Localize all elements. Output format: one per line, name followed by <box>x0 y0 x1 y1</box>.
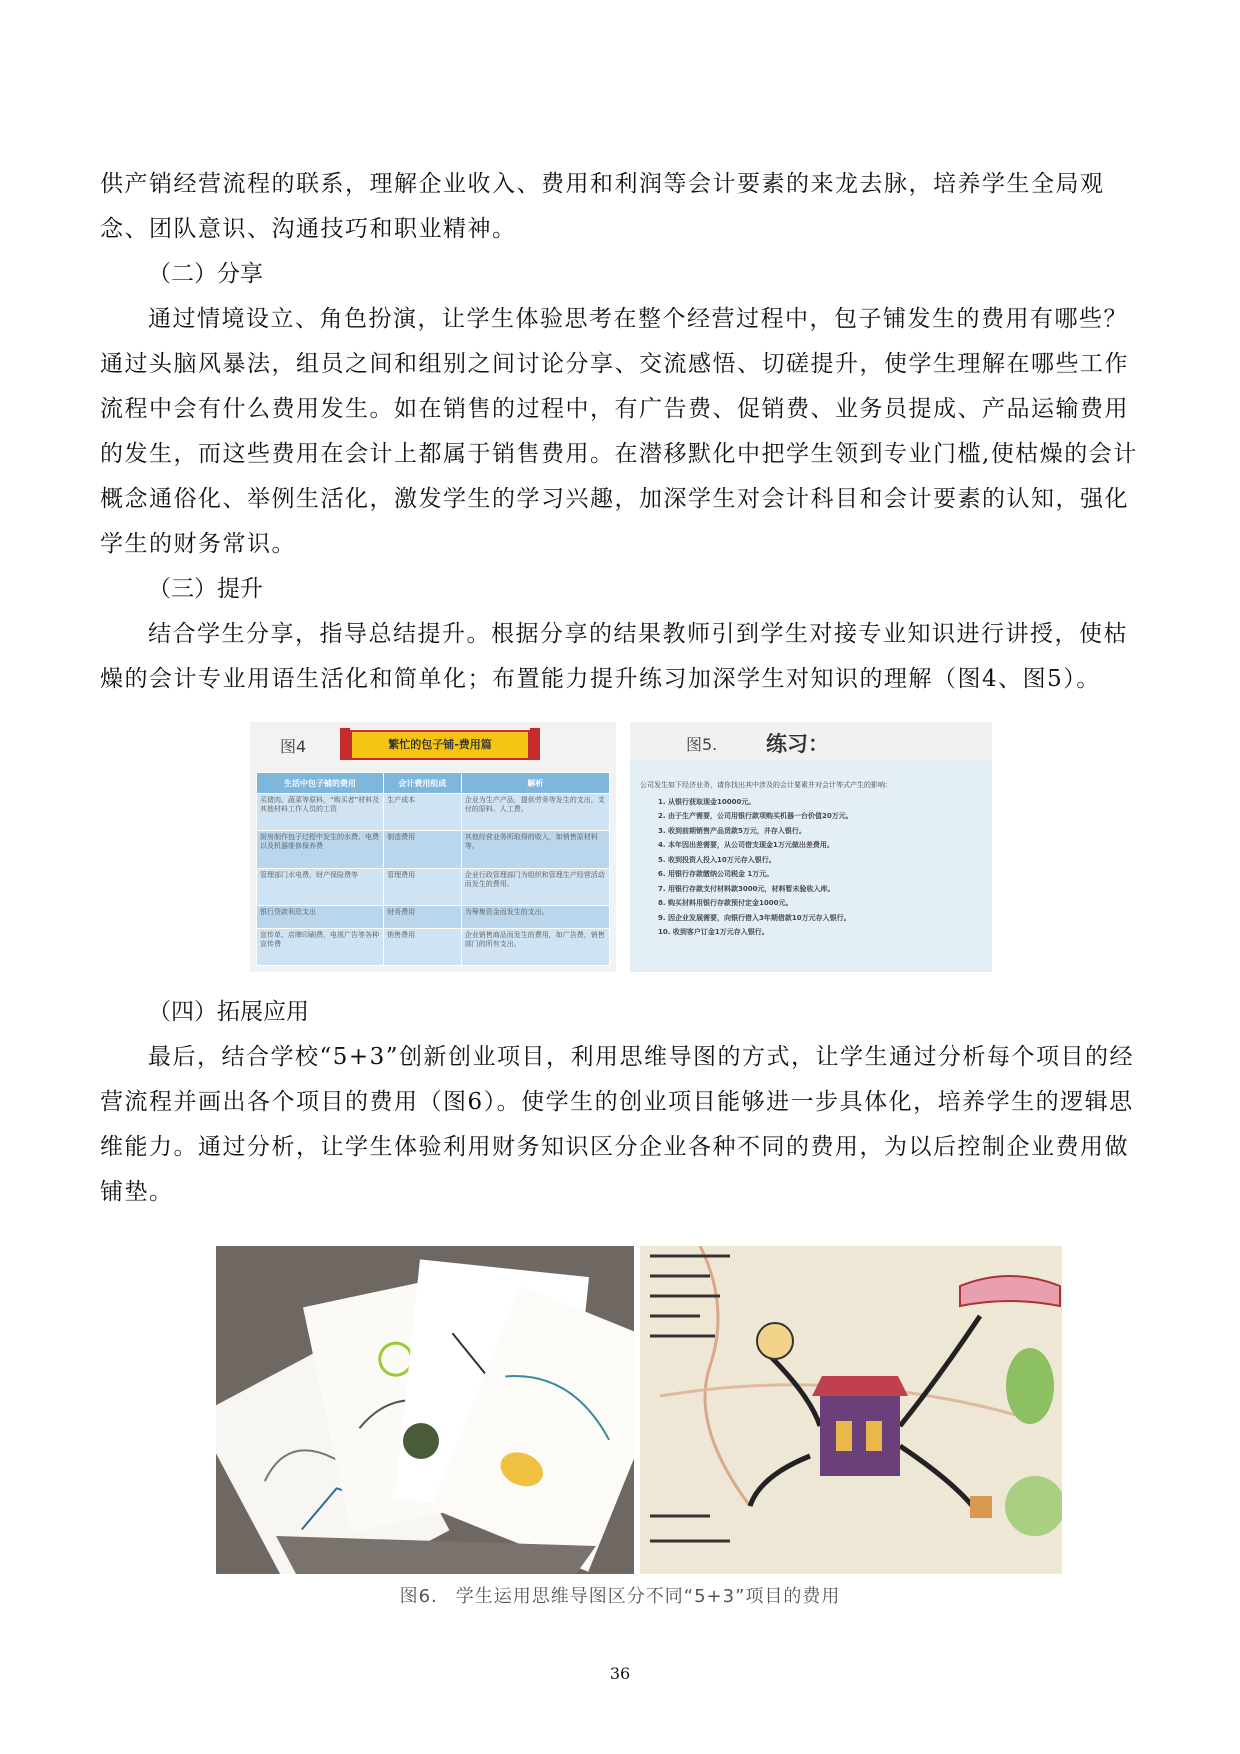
table-cell: 企业为生产产品，提供劳务等发生的支出，支付的原料、人工费。 <box>461 794 609 831</box>
list-item: 8. 购买材料用银行存款预付定金1000元。 <box>658 899 793 907</box>
table-cell: 其他经营业务所取得的收入，如销售原材料等。 <box>461 831 609 868</box>
table-cell: 制造费用 <box>384 831 462 868</box>
mind-map-photo-right <box>640 1246 1062 1574</box>
table-cell: 生产成本 <box>384 794 462 831</box>
mind-map-sheets-illustration <box>216 1246 634 1574</box>
table-row <box>257 831 610 868</box>
figure-5-label: 图5. <box>686 735 718 754</box>
paragraph-extend: 最后，结合学校“5+3”创新创业项目，利用思维导图的方式，让学生通过分析每个项目的经营流程并画出各个项目的费用（图6）。使学生的创业项目能够进一步具体化，培养学生的逻辑思维能力。通过分析，让学生体验利用财务知识区分企业各种不同的费用，为以后控制企业费用做铺垫。 <box>100 1044 1135 1205</box>
figure-5-title: 练习： <box>766 732 829 756</box>
list-item: 10. 收到客户订金1万元存入银行。 <box>658 928 769 936</box>
list-item: 6. 用银行存款缴纳公司税金 1万元。 <box>658 870 774 878</box>
figure-6-label: 图6. <box>399 1586 438 1607</box>
table-cell: 厨房制作包子过程中发生的水费、电费以及机器维修保养费 <box>257 831 384 868</box>
list-item: 7. 用银行存款支付材料款3000元，材料暂未验收入库。 <box>658 884 835 893</box>
list-item: 2. 由于生产需要，公司用银行款项购买机器一台价值20万元。 <box>658 812 853 820</box>
list-item: 1. 从银行获取现金10000元。 <box>658 797 756 806</box>
table-cell: 为筹集资金而发生的支出。 <box>461 905 609 928</box>
table-row <box>257 905 610 928</box>
list-item: 5. 收到投资人投入10万元存入银行。 <box>658 855 776 864</box>
figure-6-caption <box>0 1582 1240 1608</box>
section-heading-extend: （四）拓展应用 <box>148 999 309 1025</box>
figure-5-header <box>630 722 992 760</box>
expense-table <box>256 772 610 966</box>
figure-6-caption-text: 学生运用思维导图区分不同“5+3”项目的费用 <box>455 1586 841 1607</box>
table-cell: 银行贷款利息支出 <box>257 905 384 928</box>
figure-4-label: 图4 <box>280 737 307 756</box>
paragraph-improve: 结合学生分享，指导总结提升。根据分享的结果教师引到学生对接专业知识进行讲授，使枯燥的会计专业用语生活化和简单化；布置能力提升练习加深学生对知识的理解（图4、图5）。 <box>100 621 1128 692</box>
table-row <box>257 868 610 905</box>
table-cell: 管理部门水电费、财产保险费等 <box>257 868 384 905</box>
table-row <box>257 794 610 831</box>
paragraph-continuation: 供产销经营流程的联系，理解企业收入、费用和利润等会计要素的来龙去脉，培养学生全局观念、团队意识、沟通技巧和职业精神。 <box>100 171 1105 242</box>
table-header: 解析 <box>461 773 609 794</box>
exercise-list <box>640 778 985 940</box>
figure-5 <box>630 722 992 972</box>
figure-4-title-banner: 繁忙的包子铺-费用篇 <box>350 730 530 760</box>
section-heading-share: （二）分享 <box>148 261 263 287</box>
list-item: 4. 本年因出差需要，从公司借支现金1万元做出差费用。 <box>658 841 834 849</box>
table-cell: 买猪肉、蔬菜等原料，“购买者”材料及其他材料工作人员的工资 <box>257 794 384 831</box>
exercise-intro: 公司发生如下经济业务，请你找出其中涉及的会计要素并对会计等式产生的影响： <box>640 781 892 789</box>
table-row <box>257 928 610 965</box>
table-cell: 销售费用 <box>384 928 462 965</box>
table-cell: 管理费用 <box>384 868 462 905</box>
page-number: 36 <box>609 1664 631 1683</box>
paragraph-share: 通过情境设立、角色扮演，让学生体验思考在整个经营过程中，包子铺发生的费用有哪些？通过头脑风暴法，组员之间和组别之间讨论分享、交流感悟、切磋提升，使学生理解在哪些工作流程中会有什么费用发生。如在销售的过程中，有广告费、促销费、业务员提成、产品运输费用的发生，而这些费用在会计上都属于销售费用。在潜移默化中把学生领到专业门槛,使枯燥的会计概念通俗化、举例生活化，激发学生的学习兴趣，加深学生对会计科目和会计要素的认知，强化学生的财务常识。 <box>100 306 1138 557</box>
mind-map-photo-left <box>216 1246 634 1574</box>
figure-4 <box>250 722 616 972</box>
list-item: 3. 收到前期销售产品货款5万元，并存入银行。 <box>658 826 806 835</box>
table-header: 会计费用组成 <box>384 773 462 794</box>
table-header: 生活中包子铺的费用 <box>257 773 384 794</box>
list-item: 9. 因企业发展需要，向银行借入3年期借款10万元存入银行。 <box>658 913 851 922</box>
table-cell: 财务费用 <box>384 905 462 928</box>
bakery-mind-map-illustration <box>640 1246 1062 1574</box>
table-cell: 企业行政管理部门为组织和管理生产经营活动而发生的费用。 <box>461 868 609 905</box>
table-cell: 企业销售商品而发生的费用，如广告费，销售部门的所有支出。 <box>461 928 609 965</box>
table-cell: 宣传单、店牌印刷费、电视广告等各种宣传费 <box>257 928 384 965</box>
section-heading-improve: （三）提升 <box>148 576 263 602</box>
